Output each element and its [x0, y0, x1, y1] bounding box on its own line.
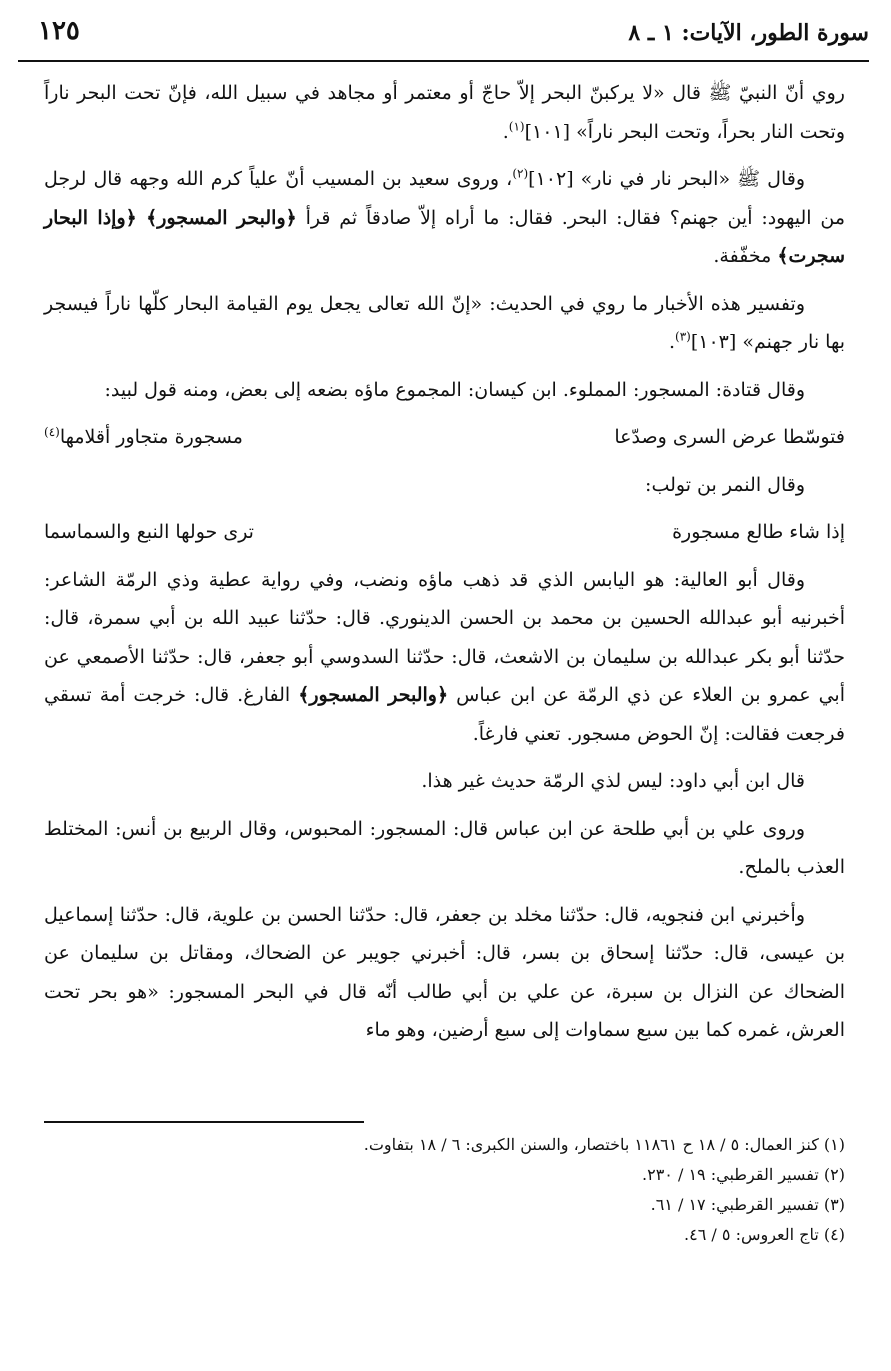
footnote-4: (٤) تاج العروس: ٥ / ٤٦.	[684, 1225, 845, 1244]
poem-verse-labid	[44, 418, 845, 457]
page-number: ١٢٥	[38, 16, 80, 46]
poem-verse-namir	[44, 513, 845, 552]
header-title: سورة الطور، الآيات: ١ ـ ٨	[628, 20, 869, 46]
paragraph-1: روي أنّ النبيّ ﷺ قال «لا يركبنّ البحر إلاّ حاجّ أو معتمر أو مجاهد في سبيل الله، فإنّ تحت البحر ناراً وتحت النار بحراً، وتحت البحر ناراً» [١٠١]$^{(١)}$.	[44, 82, 845, 143]
intro-namir: وقال النمر بن تولب:	[645, 473, 805, 496]
footnote-divider	[44, 1121, 364, 1123]
paragraph-7: وروى علي بن أبي طلحة عن ابن عباس قال: المسجور: المحبوس، وقال الربيع بن أنس: المختلط العذب بالملح.	[44, 817, 845, 878]
running-header	[18, 14, 869, 54]
paragraph-3: وتفسير هذه الأخبار ما روي في الحديث: «إنّ الله تعالى يجعل يوم القيامة البحار كلّها ناراً فيسجر بها نار جهنم» [١٠٣]$^{(٣)}$.	[44, 292, 845, 353]
header-divider	[18, 60, 869, 62]
verse-first-hemistich: إذا شاء طالع مسجورة	[672, 521, 845, 543]
paragraph-2: وقال ﷺ «البحر نار في نار» [١٠٢]$^{(٢)}$، وروى سعيد بن المسيب أنّ علياً كرم الله وجهه قال لرجل من اليهود: أين جهنم؟ فقال: البحر. فقال: ما أراه إلاّ صادقاً ثم قرأ ﴿والبحر المسجور﴾ ﴿وإذا البحار سجرت﴾ مخفّفة.	[44, 166, 846, 267]
paragraph-6: قال ابن أبي داود: ليس لذي الرمّة حديث غير هذا.	[421, 770, 805, 792]
verse-first-hemistich: فتوسّطا عرض السرى وصدّعا	[614, 426, 845, 448]
paragraph-5: وقال أبو العالية: هو اليابس الذي قد ذهب ماؤه ونضب، وفي رواية عطية وذي الرمّة الشاعر: أخبرنيه أبو عبدالله الحسين بن محمد بن الحسن الدينوري. قال: حدّثنا عبيد الله بن أبي سمرة، قال: حدّثنا أبو بكر عبدالله بن سليمان بن الاشعث، قال: حدّثنا السدوسي أبو جعفر، قال: حدّثنا الأصمعي عن أبي عمرو بن العلاء عن ذي الرمّة عن ابن عباس ﴿والبحر المسجور﴾ الفارغ. قال: خرجت أمة تسقي فرجعت فقالت: إنّ الحوض مسجور. تعني فارغاً.	[44, 568, 845, 745]
footnote-2: (٢) تفسير القرطبي: ١٩ / ٢٣٠.	[642, 1165, 845, 1184]
paragraph-8: وأخبرني ابن فنجويه، قال: حدّثنا مخلد بن جعفر، قال: حدّثنا الحسن بن علوية، قال: حدّثنا إسماعيل بن عيسى، قال: حدّثنا إسحاق بن بسر، قال: أخبرني جويبر عن الضحاك، ومقاتل بن سليمان عن الضحاك عن النزال بن سبرة، عن علي بن أبي طالب أنّه قال في البحر المسجور: «هو بحر تحت العرش، غمره كما بين سبع سماوات إلى سبع أرضين، وهو ماء	[44, 903, 845, 1041]
footnotes	[44, 1130, 845, 1250]
footnote-3: (٣) تفسير القرطبي: ١٧ / ٦١.	[650, 1195, 845, 1214]
verse-second-hemistich: مسجورة متجاور أقلامها(٤)	[44, 424, 243, 448]
footnote-1: (١) كنز العمال: ٥ / ١٨ ح ١١٨٦١ باختصار، والسنن الكبرى: ٦ / ١٨ بتفاوت.	[363, 1135, 845, 1154]
page-body	[44, 74, 845, 1059]
verse-second-hemistich: ترى حولها النبع والسماسما	[44, 521, 254, 543]
paragraph-4: وقال قتادة: المسجور: المملوء. ابن كيسان: المجموع ماؤه بضعه إلى بعض، ومنه قول لبيد:	[104, 378, 805, 401]
